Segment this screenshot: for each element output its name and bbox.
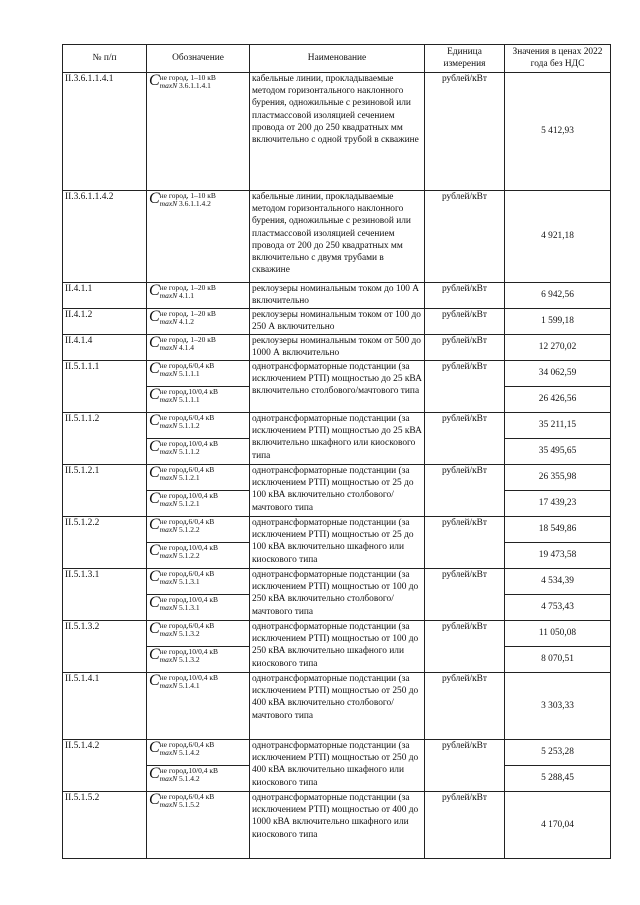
symbol-subscript-code: 3.6.1.1.4.1 — [179, 81, 211, 90]
symbol-subscript — [160, 448, 218, 456]
symbol-letter: C — [149, 516, 160, 533]
symbol-letter: C — [149, 542, 160, 559]
symbol-indices — [160, 570, 215, 586]
symbol-cell — [147, 543, 250, 569]
row-value: 12 270,02 — [505, 335, 611, 361]
row-description: однотрансформаторные подстанции (за исключением РТП) мощностью от 100 до 250 кВА включительно шкафного или киоскового типа — [250, 621, 425, 673]
row-unit: рублей/кВт — [425, 569, 505, 621]
symbol-indices — [160, 388, 218, 404]
row-value: 1 599,18 — [505, 309, 611, 335]
row-value: 6 942,56 — [505, 283, 611, 309]
row-number: II.3.6.1.1.4.1 — [63, 73, 147, 191]
symbol-subscript — [160, 474, 215, 482]
symbol-cell — [147, 191, 250, 283]
header-name: Наименование — [250, 45, 425, 73]
symbol-letter: C — [149, 672, 160, 689]
row-value: 11 050,08 — [505, 621, 611, 647]
symbol-subscript-var: maxN — [159, 81, 178, 90]
row-value: 18 549,86 — [505, 517, 611, 543]
symbol-cell — [147, 595, 250, 621]
row-unit: рублей/кВт — [425, 465, 505, 517]
symbol-superscript: не город, 1–10 кВ — [159, 191, 216, 200]
symbol-subscript-var: maxN — [159, 551, 178, 560]
row-value: 26 355,98 — [505, 465, 611, 491]
symbol-subscript-var: maxN — [159, 395, 178, 404]
row-unit: рублей/кВт — [425, 740, 505, 792]
symbol-superscript: не город, 1–20 кВ — [159, 309, 216, 318]
symbol-subscript-var: maxN — [159, 577, 178, 586]
symbol-superscript: не город,6/0,4 кВ — [159, 621, 215, 630]
row-value: 19 473,58 — [505, 543, 611, 569]
symbol-indices — [160, 192, 216, 208]
symbol-superscript: не город,10/0,4 кВ — [159, 491, 218, 500]
symbol-subscript-code: 5.1.3.1 — [179, 603, 200, 612]
symbol-subscript-var: maxN — [159, 800, 178, 809]
symbol-subscript — [160, 370, 215, 378]
table-row — [63, 283, 611, 309]
header-num: № п/п — [63, 45, 147, 73]
symbol-subscript-code: 5.1.1.1 — [179, 369, 200, 378]
symbol-cell — [147, 569, 250, 595]
symbol-cell — [147, 792, 250, 859]
symbol-indices — [160, 622, 215, 638]
symbol-subscript-code: 5.1.1.1 — [179, 395, 200, 404]
symbol-subscript-code: 3.6.1.1.4.2 — [179, 199, 211, 208]
symbol-subscript — [160, 552, 218, 560]
row-number: II.5.1.1.2 — [63, 413, 147, 465]
row-unit: рублей/кВт — [425, 361, 505, 413]
symbol-letter: C — [149, 282, 160, 299]
symbol-letter: C — [149, 568, 160, 585]
symbol-subscript-var: maxN — [159, 199, 178, 208]
symbol-subscript — [160, 656, 218, 664]
table-row — [63, 191, 611, 283]
table-row — [63, 361, 611, 387]
symbol-letter: C — [149, 308, 160, 325]
symbol-subscript — [160, 82, 216, 90]
symbol-subscript-code: 5.1.2.1 — [179, 473, 200, 482]
symbol-subscript-code: 5.1.2.1 — [179, 499, 200, 508]
symbol-subscript-code: 5.1.2.2 — [179, 551, 200, 560]
symbol-letter: C — [149, 594, 160, 611]
row-description: однотрансформаторные подстанции (за исключением РТП) мощностью до 25 кВА включительно шкафного или киоскового типа — [250, 413, 425, 465]
symbol-superscript: не город,10/0,4 кВ — [159, 543, 218, 552]
row-value: 26 426,56 — [505, 387, 611, 413]
row-value: 35 211,15 — [505, 413, 611, 439]
symbol-superscript: не город, 1–20 кВ — [159, 335, 216, 344]
symbol-subscript — [160, 396, 218, 404]
table-row — [63, 792, 611, 859]
table-row — [63, 465, 611, 491]
symbol-subscript — [160, 801, 215, 809]
row-description: однотрансформаторные подстанции (за исключением РТП) мощностью до 25 кВА включительно столбового/мачтового типа — [250, 361, 425, 413]
row-unit: рублей/кВт — [425, 191, 505, 283]
row-description: однотрансформаторные подстанции (за исключением РТП) мощностью от 25 до 100 кВА включительно столбового/мачтового типа — [250, 465, 425, 517]
symbol-cell — [147, 517, 250, 543]
symbol-subscript-code: 5.1.4.1 — [179, 681, 200, 690]
row-value: 4 170,04 — [505, 792, 611, 859]
symbol-subscript-var: maxN — [159, 748, 178, 757]
symbol-indices — [160, 414, 215, 430]
symbol-indices — [160, 544, 218, 560]
row-description: однотрансформаторные подстанции (за исключением РТП) мощностью от 250 до 400 кВА включительно шкафного или киоскового типа — [250, 740, 425, 792]
symbol-cell — [147, 283, 250, 309]
table-row — [63, 740, 611, 766]
row-unit: рублей/кВт — [425, 517, 505, 569]
symbol-subscript-var: maxN — [159, 291, 178, 300]
symbol-letter: C — [149, 464, 160, 481]
symbol-subscript-code: 4.1.1 — [179, 291, 195, 300]
table-row — [63, 335, 611, 361]
symbol-letter: C — [149, 412, 160, 429]
row-description: реклоузеры номинальным током до 100 А включительно — [250, 283, 425, 309]
symbol-subscript-var: maxN — [159, 317, 178, 326]
symbol-superscript: не город,6/0,4 кВ — [159, 413, 215, 422]
row-value: 5 253,28 — [505, 740, 611, 766]
row-value: 5 288,45 — [505, 766, 611, 792]
symbol-subscript-var: maxN — [159, 774, 178, 783]
symbol-indices — [160, 674, 218, 690]
row-unit: рублей/кВт — [425, 673, 505, 740]
row-value: 4 534,39 — [505, 569, 611, 595]
symbol-superscript: не город,10/0,4 кВ — [159, 595, 218, 604]
symbol-cell — [147, 309, 250, 335]
symbol-subscript-code: 5.1.2.2 — [179, 525, 200, 534]
tariff-table — [62, 44, 611, 859]
symbol-subscript-var: maxN — [159, 343, 178, 352]
symbol-cell — [147, 740, 250, 766]
row-description: однотрансформаторные подстанции (за исключением РТП) мощностью от 400 до 1000 кВА включительно шкафного или киоскового типа — [250, 792, 425, 859]
symbol-letter: C — [149, 620, 160, 637]
symbol-indices — [160, 440, 218, 456]
row-number: II.5.1.1.1 — [63, 361, 147, 413]
symbol-subscript-var: maxN — [159, 603, 178, 612]
symbol-superscript: не город,10/0,4 кВ — [159, 439, 218, 448]
symbol-subscript-var: maxN — [159, 499, 178, 508]
row-value: 8 070,51 — [505, 647, 611, 673]
symbol-subscript-code: 5.1.3.2 — [179, 655, 200, 664]
row-number: II.4.1.2 — [63, 309, 147, 335]
row-value: 4 921,18 — [505, 191, 611, 283]
symbol-subscript — [160, 526, 215, 534]
symbol-cell — [147, 491, 250, 517]
row-number: II.5.1.3.2 — [63, 621, 147, 673]
row-value: 4 753,43 — [505, 595, 611, 621]
table-row — [63, 569, 611, 595]
symbol-subscript — [160, 749, 215, 757]
symbol-cell — [147, 361, 250, 387]
row-description: однотрансформаторные подстанции (за исключением РТП) мощностью от 100 до 250 кВА включительно столбового/мачтового типа — [250, 569, 425, 621]
symbol-letter: C — [149, 190, 160, 207]
table-header-row — [63, 45, 611, 73]
symbol-indices — [160, 310, 216, 326]
symbol-subscript — [160, 578, 215, 586]
symbol-indices — [160, 492, 218, 508]
symbol-superscript: не город,10/0,4 кВ — [159, 766, 218, 775]
symbol-cell — [147, 73, 250, 191]
symbol-indices — [160, 767, 218, 783]
symbol-indices — [160, 741, 215, 757]
row-number: II.5.1.3.1 — [63, 569, 147, 621]
symbol-letter: C — [149, 438, 160, 455]
symbol-subscript-code: 5.1.4.2 — [179, 774, 200, 783]
symbol-subscript — [160, 604, 218, 612]
symbol-superscript: не город,6/0,4 кВ — [159, 517, 215, 526]
symbol-superscript: не город,10/0,4 кВ — [159, 387, 218, 396]
row-description: кабельные линии, прокладываемые методом горизонтального наклонного бурения, одножильные с резиновой или пластмассовой изоляцией сечением провода от 200 до 250 квадратных мм включительно с двумя трубами в скважине — [250, 191, 425, 283]
symbol-subscript — [160, 630, 215, 638]
symbol-cell — [147, 465, 250, 491]
symbol-indices — [160, 466, 215, 482]
symbol-indices — [160, 518, 215, 534]
symbol-indices — [160, 336, 216, 352]
symbol-superscript: не город,10/0,4 кВ — [159, 673, 218, 682]
header-symbol: Обозначение — [147, 45, 250, 73]
table-body — [63, 73, 611, 859]
symbol-subscript — [160, 344, 216, 352]
table-row — [63, 517, 611, 543]
symbol-subscript-code: 4.1.2 — [179, 317, 195, 326]
symbol-superscript: не город,6/0,4 кВ — [159, 569, 215, 578]
symbol-subscript — [160, 682, 218, 690]
symbol-letter: C — [149, 765, 160, 782]
symbol-subscript-code: 5.1.3.2 — [179, 629, 200, 638]
symbol-subscript-var: maxN — [159, 681, 178, 690]
symbol-letter: C — [149, 334, 160, 351]
row-description: однотрансформаторные подстанции (за исключением РТП) мощностью от 25 до 100 кВА включительно шкафного или киоскового типа — [250, 517, 425, 569]
symbol-cell — [147, 335, 250, 361]
row-unit: рублей/кВт — [425, 792, 505, 859]
symbol-letter: C — [149, 739, 160, 756]
row-description: однотрансформаторные подстанции (за исключением РТП) мощностью от 250 до 400 кВА включительно столбового/мачтового типа — [250, 673, 425, 740]
symbol-subscript — [160, 292, 216, 300]
symbol-cell — [147, 621, 250, 647]
row-number: II.4.1.4 — [63, 335, 147, 361]
table-row — [63, 673, 611, 740]
symbol-subscript — [160, 775, 218, 783]
symbol-superscript: не город,6/0,4 кВ — [159, 465, 215, 474]
row-unit: рублей/кВт — [425, 73, 505, 191]
symbol-subscript-var: maxN — [159, 629, 178, 638]
row-value: 3 303,33 — [505, 673, 611, 740]
symbol-indices — [160, 793, 215, 809]
symbol-cell — [147, 413, 250, 439]
symbol-cell — [147, 766, 250, 792]
symbol-cell — [147, 647, 250, 673]
table-row — [63, 413, 611, 439]
symbol-letter: C — [149, 360, 160, 377]
row-unit: рублей/кВт — [425, 413, 505, 465]
symbol-subscript-var: maxN — [159, 525, 178, 534]
symbol-superscript: не город,6/0,4 кВ — [159, 792, 215, 801]
row-description: реклоузеры номинальным током от 500 до 1000 А включительно — [250, 335, 425, 361]
symbol-indices — [160, 362, 215, 378]
row-unit: рублей/кВт — [425, 335, 505, 361]
row-value: 34 062,59 — [505, 361, 611, 387]
row-value: 5 412,93 — [505, 73, 611, 191]
symbol-subscript-code: 5.1.5.2 — [179, 800, 200, 809]
symbol-subscript-var: maxN — [159, 369, 178, 378]
row-number: II.4.1.1 — [63, 283, 147, 309]
row-number: II.5.1.5.2 — [63, 792, 147, 859]
symbol-subscript-code: 4.1.4 — [179, 343, 195, 352]
symbol-indices — [160, 74, 216, 90]
symbol-cell — [147, 673, 250, 740]
symbol-indices — [160, 284, 216, 300]
row-unit: рублей/кВт — [425, 309, 505, 335]
row-number: II.5.1.4.2 — [63, 740, 147, 792]
symbol-subscript-var: maxN — [159, 421, 178, 430]
symbol-cell — [147, 387, 250, 413]
row-number: II.5.1.2.1 — [63, 465, 147, 517]
header-value: Значения в ценах 2022 года без НДС — [505, 45, 611, 73]
symbol-subscript-code: 5.1.1.2 — [179, 447, 200, 456]
symbol-subscript-code: 5.1.4.2 — [179, 748, 200, 757]
symbol-letter: C — [149, 386, 160, 403]
symbol-cell — [147, 439, 250, 465]
symbol-subscript — [160, 200, 216, 208]
symbol-letter: C — [149, 490, 160, 507]
symbol-subscript — [160, 422, 215, 430]
symbol-subscript — [160, 318, 216, 326]
symbol-indices — [160, 648, 218, 664]
symbol-superscript: не город,6/0,4 кВ — [159, 740, 215, 749]
row-unit: рублей/кВт — [425, 621, 505, 673]
row-description: реклоузеры номинальным током от 100 до 250 А включительно — [250, 309, 425, 335]
symbol-subscript-var: maxN — [159, 655, 178, 664]
symbol-letter: C — [149, 646, 160, 663]
row-value: 17 439,23 — [505, 491, 611, 517]
symbol-indices — [160, 596, 218, 612]
table-row — [63, 309, 611, 335]
symbol-letter: C — [149, 791, 160, 808]
symbol-subscript-code: 5.1.1.2 — [179, 421, 200, 430]
symbol-superscript: не город, 1–10 кВ — [159, 73, 216, 82]
row-number: II.3.6.1.1.4.2 — [63, 191, 147, 283]
row-number: II.5.1.2.2 — [63, 517, 147, 569]
row-value: 35 495,65 — [505, 439, 611, 465]
row-description: кабельные линии, прокладываемые методом горизонтального наклонного бурения, одножильные с резиновой или пластмассовой изоляцией сечением провода от 200 до 250 квадратных мм включительно с одной трубой в скважине — [250, 73, 425, 191]
symbol-subscript-var: maxN — [159, 473, 178, 482]
header-unit: Единица измерения — [425, 45, 505, 73]
symbol-subscript — [160, 500, 218, 508]
symbol-superscript: не город, 1–20 кВ — [159, 283, 216, 292]
row-number: II.5.1.4.1 — [63, 673, 147, 740]
symbol-superscript: не город,6/0,4 кВ — [159, 361, 215, 370]
symbol-subscript-var: maxN — [159, 447, 178, 456]
symbol-superscript: не город,10/0,4 кВ — [159, 647, 218, 656]
symbol-subscript-code: 5.1.3.1 — [179, 577, 200, 586]
table-row — [63, 621, 611, 647]
table-row — [63, 73, 611, 191]
document-page — [62, 44, 610, 859]
row-unit: рублей/кВт — [425, 283, 505, 309]
symbol-letter: C — [149, 72, 160, 89]
